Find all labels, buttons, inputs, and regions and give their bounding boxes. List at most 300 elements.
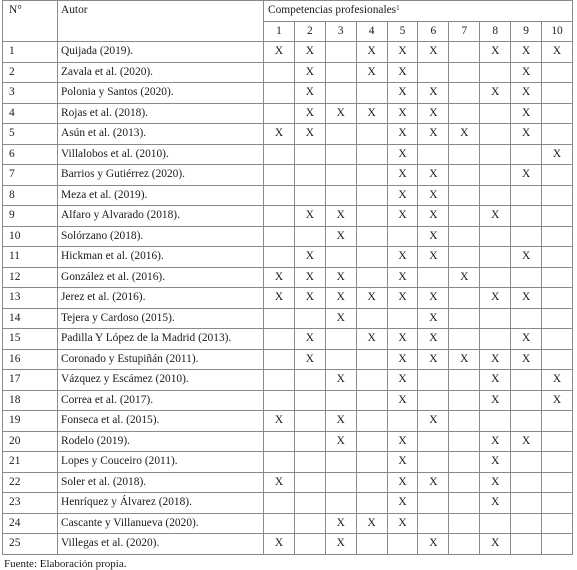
row-number: 12 bbox=[3, 267, 58, 288]
row-number: 17 bbox=[3, 370, 58, 391]
header-competency-9: 9 bbox=[511, 21, 542, 42]
competency-cell: X bbox=[387, 349, 418, 370]
row-author: Quijada (2019). bbox=[58, 42, 264, 63]
competency-cell bbox=[325, 247, 356, 268]
competency-cell: X bbox=[418, 185, 449, 206]
competency-cell: X bbox=[387, 42, 418, 63]
competency-cell: X bbox=[356, 42, 387, 63]
competency-cell: X bbox=[418, 288, 449, 309]
competency-cell bbox=[356, 124, 387, 145]
competency-cell bbox=[542, 62, 573, 83]
competency-cell: X bbox=[511, 349, 542, 370]
row-author: Tejera y Cardoso (2015). bbox=[58, 308, 264, 329]
header-number: N° bbox=[3, 1, 58, 42]
competency-cell: X bbox=[418, 472, 449, 493]
competency-cell bbox=[449, 226, 480, 247]
competency-cell bbox=[294, 308, 325, 329]
competency-cell: X bbox=[325, 431, 356, 452]
competency-cell: X bbox=[542, 370, 573, 391]
competency-cell bbox=[511, 144, 542, 165]
competency-cell bbox=[542, 288, 573, 309]
competency-cell bbox=[325, 62, 356, 83]
competency-cell bbox=[542, 103, 573, 124]
competency-cell: X bbox=[264, 42, 295, 63]
row-number: 13 bbox=[3, 288, 58, 309]
table-row bbox=[3, 349, 573, 370]
table-row bbox=[3, 206, 573, 227]
competency-cell: X bbox=[418, 534, 449, 555]
competency-cell bbox=[511, 411, 542, 432]
competency-cell: X bbox=[294, 349, 325, 370]
competency-cell: X bbox=[418, 165, 449, 186]
competency-cell: X bbox=[418, 42, 449, 63]
competency-cell bbox=[480, 247, 511, 268]
table-row bbox=[3, 103, 573, 124]
competency-cell bbox=[264, 103, 295, 124]
competency-cell bbox=[542, 267, 573, 288]
competency-cell: X bbox=[387, 103, 418, 124]
table-row bbox=[3, 62, 573, 83]
table-row bbox=[3, 452, 573, 473]
competency-cell: X bbox=[387, 267, 418, 288]
competency-cell bbox=[356, 247, 387, 268]
competency-cell bbox=[511, 370, 542, 391]
competency-cell bbox=[356, 411, 387, 432]
table-row bbox=[3, 411, 573, 432]
competency-cell bbox=[356, 206, 387, 227]
table-row bbox=[3, 247, 573, 268]
competency-cell: X bbox=[480, 390, 511, 411]
competency-cell: X bbox=[325, 226, 356, 247]
competency-cell: X bbox=[294, 124, 325, 145]
competency-cell: X bbox=[542, 390, 573, 411]
competency-cell bbox=[542, 411, 573, 432]
table-row bbox=[3, 226, 573, 247]
competency-cell bbox=[264, 329, 295, 350]
header-competency-4: 4 bbox=[356, 21, 387, 42]
competency-cell: X bbox=[511, 62, 542, 83]
competency-cell: X bbox=[264, 288, 295, 309]
competency-cell: X bbox=[325, 206, 356, 227]
row-number: 4 bbox=[3, 103, 58, 124]
competency-cell bbox=[449, 513, 480, 534]
table-row bbox=[3, 431, 573, 452]
competency-cell: X bbox=[264, 534, 295, 555]
row-number: 9 bbox=[3, 206, 58, 227]
competency-cell bbox=[511, 513, 542, 534]
competency-cell bbox=[264, 185, 295, 206]
competency-cell bbox=[480, 411, 511, 432]
row-author: Meza et al. (2019). bbox=[58, 185, 264, 206]
competency-cell bbox=[264, 452, 295, 473]
competency-cell: X bbox=[480, 349, 511, 370]
row-author: Fonseca et al. (2015). bbox=[58, 411, 264, 432]
competency-cell bbox=[356, 452, 387, 473]
row-number: 25 bbox=[3, 534, 58, 555]
competency-cell bbox=[480, 165, 511, 186]
row-author: Rodelo (2019). bbox=[58, 431, 264, 452]
competency-cell bbox=[356, 370, 387, 391]
competency-cell bbox=[264, 493, 295, 514]
table-row bbox=[3, 144, 573, 165]
competency-cell bbox=[294, 226, 325, 247]
competency-cell bbox=[449, 103, 480, 124]
competency-cell bbox=[449, 493, 480, 514]
competency-cell bbox=[449, 534, 480, 555]
competency-cell: X bbox=[387, 493, 418, 514]
competency-cell bbox=[418, 493, 449, 514]
competency-cell bbox=[449, 206, 480, 227]
table-row bbox=[3, 42, 573, 63]
row-number: 7 bbox=[3, 165, 58, 186]
competency-cell bbox=[542, 206, 573, 227]
competency-cell: X bbox=[294, 288, 325, 309]
competency-cell bbox=[264, 226, 295, 247]
table-row bbox=[3, 513, 573, 534]
competency-cell: X bbox=[387, 288, 418, 309]
row-number: 22 bbox=[3, 472, 58, 493]
competency-cell bbox=[264, 62, 295, 83]
header-competencies bbox=[264, 1, 573, 22]
competency-cell: X bbox=[480, 452, 511, 473]
competency-cell bbox=[387, 411, 418, 432]
competency-cell bbox=[294, 185, 325, 206]
competency-cell bbox=[294, 370, 325, 391]
competency-cell: X bbox=[387, 83, 418, 104]
competency-cell: X bbox=[294, 247, 325, 268]
row-number: 18 bbox=[3, 390, 58, 411]
competency-cell bbox=[325, 472, 356, 493]
competency-cell bbox=[542, 513, 573, 534]
header-competency-2: 2 bbox=[294, 21, 325, 42]
row-author: Coronado y Estupiñán (2011). bbox=[58, 349, 264, 370]
competency-cell bbox=[264, 144, 295, 165]
competency-cell bbox=[480, 185, 511, 206]
competency-cell bbox=[418, 390, 449, 411]
header-competency-1: 1 bbox=[264, 21, 295, 42]
competency-cell bbox=[325, 165, 356, 186]
competency-cell bbox=[449, 329, 480, 350]
competency-cell bbox=[449, 165, 480, 186]
header-competency-7: 7 bbox=[449, 21, 480, 42]
competency-cell: X bbox=[264, 411, 295, 432]
competency-cell: X bbox=[480, 493, 511, 514]
competency-cell bbox=[542, 226, 573, 247]
competency-cell bbox=[449, 144, 480, 165]
competency-cell: X bbox=[264, 267, 295, 288]
row-number: 15 bbox=[3, 329, 58, 350]
row-number: 24 bbox=[3, 513, 58, 534]
row-author: Cascante y Villanueva (2020). bbox=[58, 513, 264, 534]
row-author: Lopes y Couceiro (2011). bbox=[58, 452, 264, 473]
competency-cell bbox=[387, 308, 418, 329]
competency-cell bbox=[264, 308, 295, 329]
competency-cell bbox=[480, 308, 511, 329]
competency-cell bbox=[294, 431, 325, 452]
competency-cell bbox=[356, 83, 387, 104]
competency-cell bbox=[542, 349, 573, 370]
competency-cell: X bbox=[418, 226, 449, 247]
competency-cell bbox=[325, 390, 356, 411]
row-number: 11 bbox=[3, 247, 58, 268]
competency-cell bbox=[294, 472, 325, 493]
competency-cell: X bbox=[356, 329, 387, 350]
competency-cell: X bbox=[387, 62, 418, 83]
competency-cell bbox=[449, 472, 480, 493]
competency-cell bbox=[480, 124, 511, 145]
competency-cell bbox=[356, 390, 387, 411]
competency-cell bbox=[542, 431, 573, 452]
competency-cell bbox=[480, 144, 511, 165]
competency-cell bbox=[511, 226, 542, 247]
table-row bbox=[3, 83, 573, 104]
competency-cell bbox=[356, 185, 387, 206]
competency-cell: X bbox=[387, 185, 418, 206]
competency-cell: X bbox=[294, 62, 325, 83]
row-author: González et al. (2016). bbox=[58, 267, 264, 288]
competency-cell bbox=[356, 534, 387, 555]
competency-cell: X bbox=[387, 124, 418, 145]
competency-cell: X bbox=[418, 411, 449, 432]
competency-cell: X bbox=[480, 206, 511, 227]
competency-cell bbox=[418, 370, 449, 391]
competency-cell bbox=[325, 144, 356, 165]
competency-cell bbox=[449, 185, 480, 206]
row-number: 1 bbox=[3, 42, 58, 63]
header-competency-10: 10 bbox=[542, 21, 573, 42]
row-author: Asún et al. (2013). bbox=[58, 124, 264, 145]
competency-cell bbox=[294, 165, 325, 186]
competency-cell bbox=[449, 288, 480, 309]
competency-cell bbox=[542, 124, 573, 145]
header-author: Autor bbox=[58, 1, 264, 42]
competency-cell bbox=[264, 513, 295, 534]
competency-cell: X bbox=[294, 83, 325, 104]
competency-cell bbox=[449, 370, 480, 391]
header-competencies-label: Competencias profesionales bbox=[268, 4, 397, 16]
competency-cell bbox=[418, 62, 449, 83]
competency-cell: X bbox=[511, 329, 542, 350]
competency-cell: X bbox=[325, 513, 356, 534]
row-number: 3 bbox=[3, 83, 58, 104]
row-number: 2 bbox=[3, 62, 58, 83]
competency-cell bbox=[511, 185, 542, 206]
competency-cell: X bbox=[387, 472, 418, 493]
competency-cell: X bbox=[294, 329, 325, 350]
competency-cell: X bbox=[356, 62, 387, 83]
competency-cell bbox=[449, 390, 480, 411]
competency-cell bbox=[294, 411, 325, 432]
competency-cell: X bbox=[511, 247, 542, 268]
competency-cell: X bbox=[387, 390, 418, 411]
competency-cell: X bbox=[387, 370, 418, 391]
competency-cell bbox=[294, 513, 325, 534]
competency-cell bbox=[542, 329, 573, 350]
competency-cell: X bbox=[294, 42, 325, 63]
row-number: 14 bbox=[3, 308, 58, 329]
competency-cell bbox=[511, 472, 542, 493]
competency-cell bbox=[480, 62, 511, 83]
table-row bbox=[3, 288, 573, 309]
competencies-table bbox=[2, 0, 573, 555]
row-author: Correa et al. (2017). bbox=[58, 390, 264, 411]
table-row bbox=[3, 370, 573, 391]
competency-cell bbox=[418, 431, 449, 452]
competency-cell: X bbox=[418, 308, 449, 329]
row-number: 10 bbox=[3, 226, 58, 247]
competency-cell: X bbox=[294, 103, 325, 124]
competency-cell: X bbox=[480, 288, 511, 309]
competency-cell bbox=[264, 247, 295, 268]
competency-cell bbox=[511, 267, 542, 288]
competency-cell bbox=[542, 308, 573, 329]
footnote-marker: 1 bbox=[396, 4, 400, 12]
competency-cell: X bbox=[480, 42, 511, 63]
competency-cell bbox=[294, 452, 325, 473]
row-author: Villegas et al. (2020). bbox=[58, 534, 264, 555]
competency-cell: X bbox=[511, 42, 542, 63]
competency-cell bbox=[480, 329, 511, 350]
competency-cell bbox=[356, 226, 387, 247]
competency-cell bbox=[325, 42, 356, 63]
row-number: 21 bbox=[3, 452, 58, 473]
competency-cell bbox=[294, 390, 325, 411]
competency-cell: X bbox=[418, 124, 449, 145]
header-competency-6: 6 bbox=[418, 21, 449, 42]
table-row bbox=[3, 329, 573, 350]
competency-cell: X bbox=[480, 431, 511, 452]
competency-cell: X bbox=[387, 329, 418, 350]
competency-cell bbox=[264, 206, 295, 227]
competency-cell: X bbox=[542, 42, 573, 63]
row-author: Barrios y Gutiérrez (2020). bbox=[58, 165, 264, 186]
competency-cell: X bbox=[449, 267, 480, 288]
row-number: 6 bbox=[3, 144, 58, 165]
competency-cell bbox=[449, 62, 480, 83]
header-competency-8: 8 bbox=[480, 21, 511, 42]
competency-cell: X bbox=[511, 431, 542, 452]
competency-cell bbox=[264, 83, 295, 104]
competency-cell: X bbox=[511, 288, 542, 309]
competency-cell: X bbox=[325, 288, 356, 309]
table-row bbox=[3, 165, 573, 186]
competency-cell: X bbox=[418, 247, 449, 268]
competency-cell: X bbox=[294, 206, 325, 227]
row-author: Alfaro y Alvarado (2018). bbox=[58, 206, 264, 227]
competency-cell: X bbox=[325, 411, 356, 432]
competency-cell: X bbox=[542, 144, 573, 165]
competency-cell bbox=[294, 534, 325, 555]
row-number: 16 bbox=[3, 349, 58, 370]
competency-cell bbox=[480, 267, 511, 288]
competency-cell bbox=[264, 349, 295, 370]
table-row bbox=[3, 308, 573, 329]
competency-cell bbox=[511, 452, 542, 473]
competency-cell: X bbox=[511, 165, 542, 186]
row-number: 5 bbox=[3, 124, 58, 145]
competency-cell: X bbox=[387, 165, 418, 186]
competency-cell: X bbox=[325, 267, 356, 288]
competency-cell bbox=[264, 390, 295, 411]
competency-cell bbox=[356, 267, 387, 288]
competency-cell: X bbox=[387, 452, 418, 473]
row-author: Villalobos et al. (2010). bbox=[58, 144, 264, 165]
competency-cell bbox=[418, 144, 449, 165]
competency-cell bbox=[264, 431, 295, 452]
competency-cell: X bbox=[387, 513, 418, 534]
competency-cell bbox=[449, 308, 480, 329]
competency-cell: X bbox=[356, 288, 387, 309]
table-row bbox=[3, 390, 573, 411]
competency-cell: X bbox=[511, 83, 542, 104]
competency-cell: X bbox=[264, 472, 295, 493]
competency-cell bbox=[325, 83, 356, 104]
competency-cell: X bbox=[480, 472, 511, 493]
competency-cell: X bbox=[325, 308, 356, 329]
competency-cell: X bbox=[449, 124, 480, 145]
competency-cell bbox=[356, 144, 387, 165]
competency-cell: X bbox=[418, 103, 449, 124]
competency-cell bbox=[542, 493, 573, 514]
competency-cell bbox=[542, 83, 573, 104]
competency-cell bbox=[387, 534, 418, 555]
competency-cell bbox=[325, 329, 356, 350]
competency-cell bbox=[511, 308, 542, 329]
competency-cell bbox=[264, 165, 295, 186]
competency-cell: X bbox=[387, 247, 418, 268]
row-number: 8 bbox=[3, 185, 58, 206]
competency-cell: X bbox=[356, 103, 387, 124]
competency-cell bbox=[449, 452, 480, 473]
competency-cell bbox=[356, 308, 387, 329]
table-row bbox=[3, 493, 573, 514]
row-author: Henríquez y Álvarez (2018). bbox=[58, 493, 264, 514]
competency-cell bbox=[418, 267, 449, 288]
competency-cell bbox=[449, 83, 480, 104]
competency-cell bbox=[449, 411, 480, 432]
row-author: Rojas et al. (2018). bbox=[58, 103, 264, 124]
table-row bbox=[3, 185, 573, 206]
row-author: Hickman et al. (2016). bbox=[58, 247, 264, 268]
competency-cell bbox=[511, 493, 542, 514]
competency-cell bbox=[264, 370, 295, 391]
competency-cell bbox=[294, 144, 325, 165]
row-author: Padilla Y López de la Madrid (2013). bbox=[58, 329, 264, 350]
competency-cell bbox=[511, 390, 542, 411]
competency-cell bbox=[325, 124, 356, 145]
row-author: Zavala et al. (2020). bbox=[58, 62, 264, 83]
competency-cell bbox=[511, 206, 542, 227]
row-author: Polonia y Santos (2020). bbox=[58, 83, 264, 104]
competency-cell: X bbox=[387, 206, 418, 227]
competency-cell bbox=[356, 472, 387, 493]
table-row bbox=[3, 534, 573, 555]
table-row bbox=[3, 267, 573, 288]
competency-cell bbox=[356, 349, 387, 370]
competency-cell: X bbox=[511, 124, 542, 145]
competency-cell: X bbox=[511, 103, 542, 124]
competency-cell bbox=[325, 185, 356, 206]
competency-cell bbox=[325, 452, 356, 473]
header-competency-3: 3 bbox=[325, 21, 356, 42]
row-number: 23 bbox=[3, 493, 58, 514]
competency-cell: X bbox=[356, 513, 387, 534]
competency-cell: X bbox=[325, 370, 356, 391]
competency-cell bbox=[480, 103, 511, 124]
competency-cell bbox=[511, 534, 542, 555]
competency-cell bbox=[356, 493, 387, 514]
competency-cell: X bbox=[480, 83, 511, 104]
